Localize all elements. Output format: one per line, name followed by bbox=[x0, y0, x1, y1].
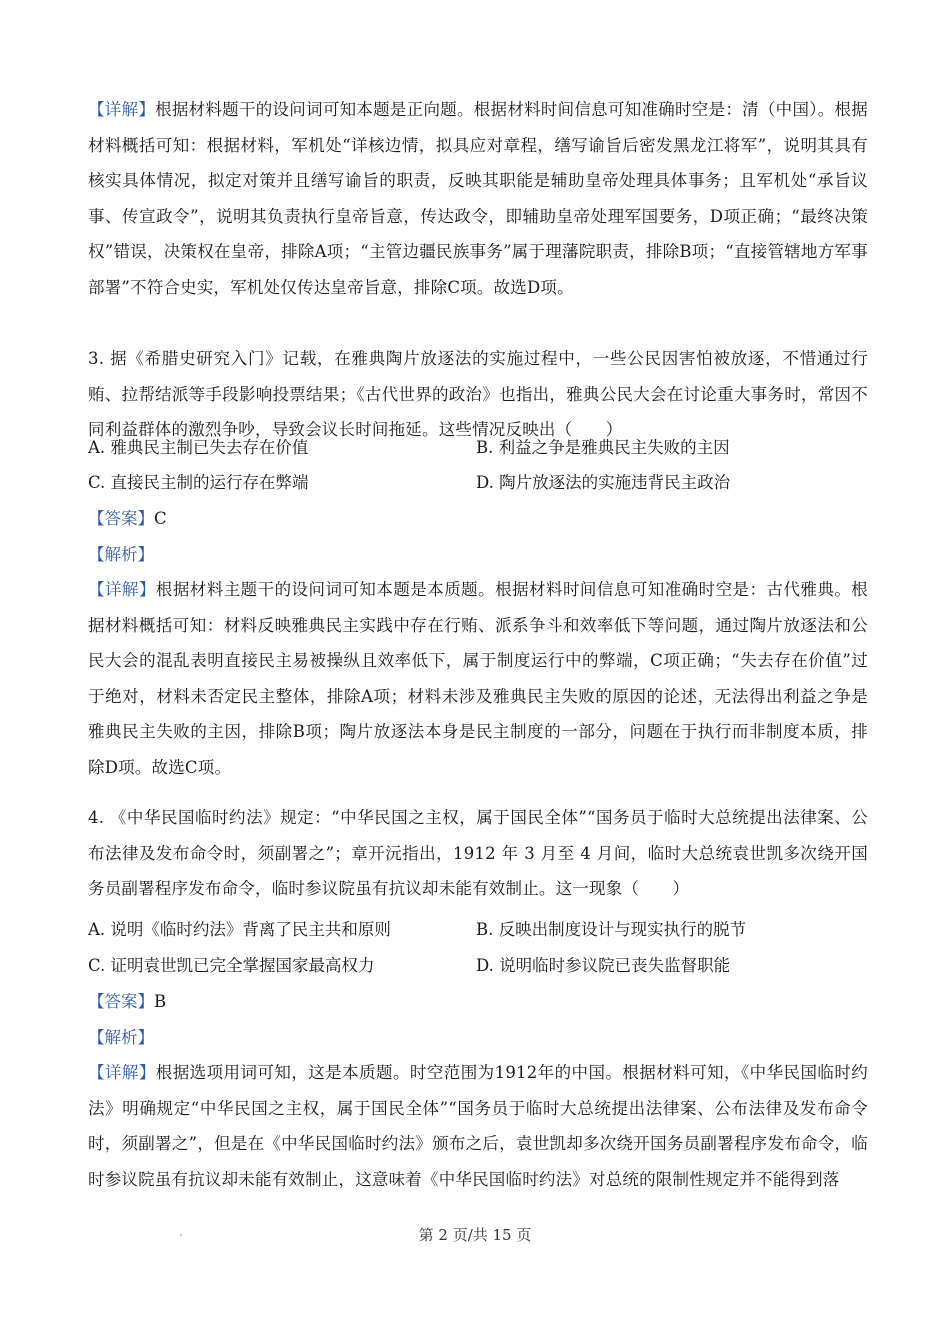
detail-text: 根据材料题干的设问词可知本题是正向题。根据材料时间信息可知准确时空是：清（中国）。根据材料概括可知：根据材料，军机处“详核边情，拟具应对章程，缮写谕旨后密发黑龙江将军”，说明其具有核实具体情况，拟定对策并且缮写谕旨的职责，反映其职能是辅助皇帝处理具体事务；且军机处“承旨议事、传宣政令”，说明其负责执行皇帝旨意，传达政令，即辅助皇帝处理军国要务，D项正确；“最终决策权”错误，决策权在皇帝，排除A项；“主管边疆民族事务”属于理藩院职责，排除B项；“直接管辖地方军事部署”不符合史实，军机处仅传达皇帝旨意，排除C项。故选D项。 bbox=[88, 100, 868, 297]
detail-text: 根据材料主题干的设问词可知本题是本质题。根据材料时间信息可知准确时空是：古代雅典。根据材料概括可知：材料反映雅典民主实践中存在行贿、派系争斗和效率低下等问题，通过陶片放逐法和公民大会的混乱表明直接民主易被操纵且效率低下，属于制度运行中的弊端，C项正确；“失去存在价值”过于绝对，材料未否定民主整体，排除A项；材料未涉及雅典民主失败的原因的论述，无法得出利益之争是雅典民主失败的主因，排除B项；陶片放逐法本身是民主制度的一部分，问题在于执行而非制度本质，排除D项。故选C项。 bbox=[88, 580, 868, 777]
answer-tag: 【答案】 bbox=[88, 509, 154, 528]
q2-detail-paragraph bbox=[88, 92, 868, 306]
q3-option-b: B. 利益之争是雅典民主失败的主因 bbox=[476, 438, 730, 457]
detail-tag: 【详解】 bbox=[88, 100, 156, 119]
detail-text: 根据选项用词可知，这是本质题。时空范围为1912年的中国。根据材料可知，《中华民国临时约法》明确规定“中华民国之主权，属于国民全体”“国务员于临时大总统提出法律案、公布法律及发布命令时，须副署之”，但是在《中华民国临时约法》颁布之后，袁世凯却多次绕开国务员副署程序发布命令，临时参议院虽有抗议却未能有效制止，这意味着《中华民国临时约法》对总统的限制性规定并不能得到落 bbox=[88, 1063, 868, 1189]
q4-answer bbox=[88, 984, 166, 1020]
q3-answer bbox=[88, 501, 167, 537]
q4-detail-paragraph bbox=[88, 1055, 868, 1197]
q3-option-c: C. 直接民主制的运行存在弊端 bbox=[88, 473, 309, 492]
q3-stem: 3. 据《希腊史研究入门》记载，在雅典陶片放逐法的实施过程中，一些公民因害怕被放逐，不惜通过行贿、拉帮结派等手段影响投票结果；《古代世界的政治》也指出，雅典公民大会在讨论重大事务时，常因不同利益群体的激烈争吵，导致会议长时间拖延。这些情况反映出（ ） bbox=[88, 349, 868, 440]
answer-value: C bbox=[154, 509, 167, 528]
answer-tag: 【答案】 bbox=[88, 992, 154, 1011]
q3-analysis-tag: 【解析】 bbox=[88, 545, 154, 564]
q4-analysis-tag: 【解析】 bbox=[88, 1028, 154, 1047]
q4-option-b: B. 反映出制度设计与现实执行的脱节 bbox=[476, 920, 747, 939]
q4-option-d: D. 说明临时参议院已丧失监督职能 bbox=[476, 956, 731, 975]
page-number: 第 2 页/共 15 页 bbox=[418, 1226, 532, 1244]
q4-option-a: A. 说明《临时约法》背离了民主共和原则 bbox=[88, 920, 391, 939]
detail-tag: 【详解】 bbox=[88, 1063, 156, 1082]
answer-value: B bbox=[154, 992, 167, 1011]
q3-detail-paragraph bbox=[88, 572, 868, 786]
q4-option-c: C. 证明袁世凯已完全掌握国家最高权力 bbox=[88, 956, 375, 975]
detail-tag: 【详解】 bbox=[88, 580, 156, 599]
q3-option-d: D. 陶片放逐法的实施违背民主政治 bbox=[476, 473, 731, 492]
q4-stem: 4. 《中华民国临时约法》规定：“中华民国之主权，属于国民全体”“国务员于临时大总统提出法律案、公布法律及发布命令时，须副署之”；章开沅指出，1912 年 3 月至 4 月间，临时大总统袁世凯多次绕开国务员副署程序发布命令，临时参议院虽有抗议却未能有效制止。这一现象（ ） bbox=[88, 808, 868, 899]
q3-option-a: A. 雅典民主制已失去存在价值 bbox=[88, 438, 309, 457]
